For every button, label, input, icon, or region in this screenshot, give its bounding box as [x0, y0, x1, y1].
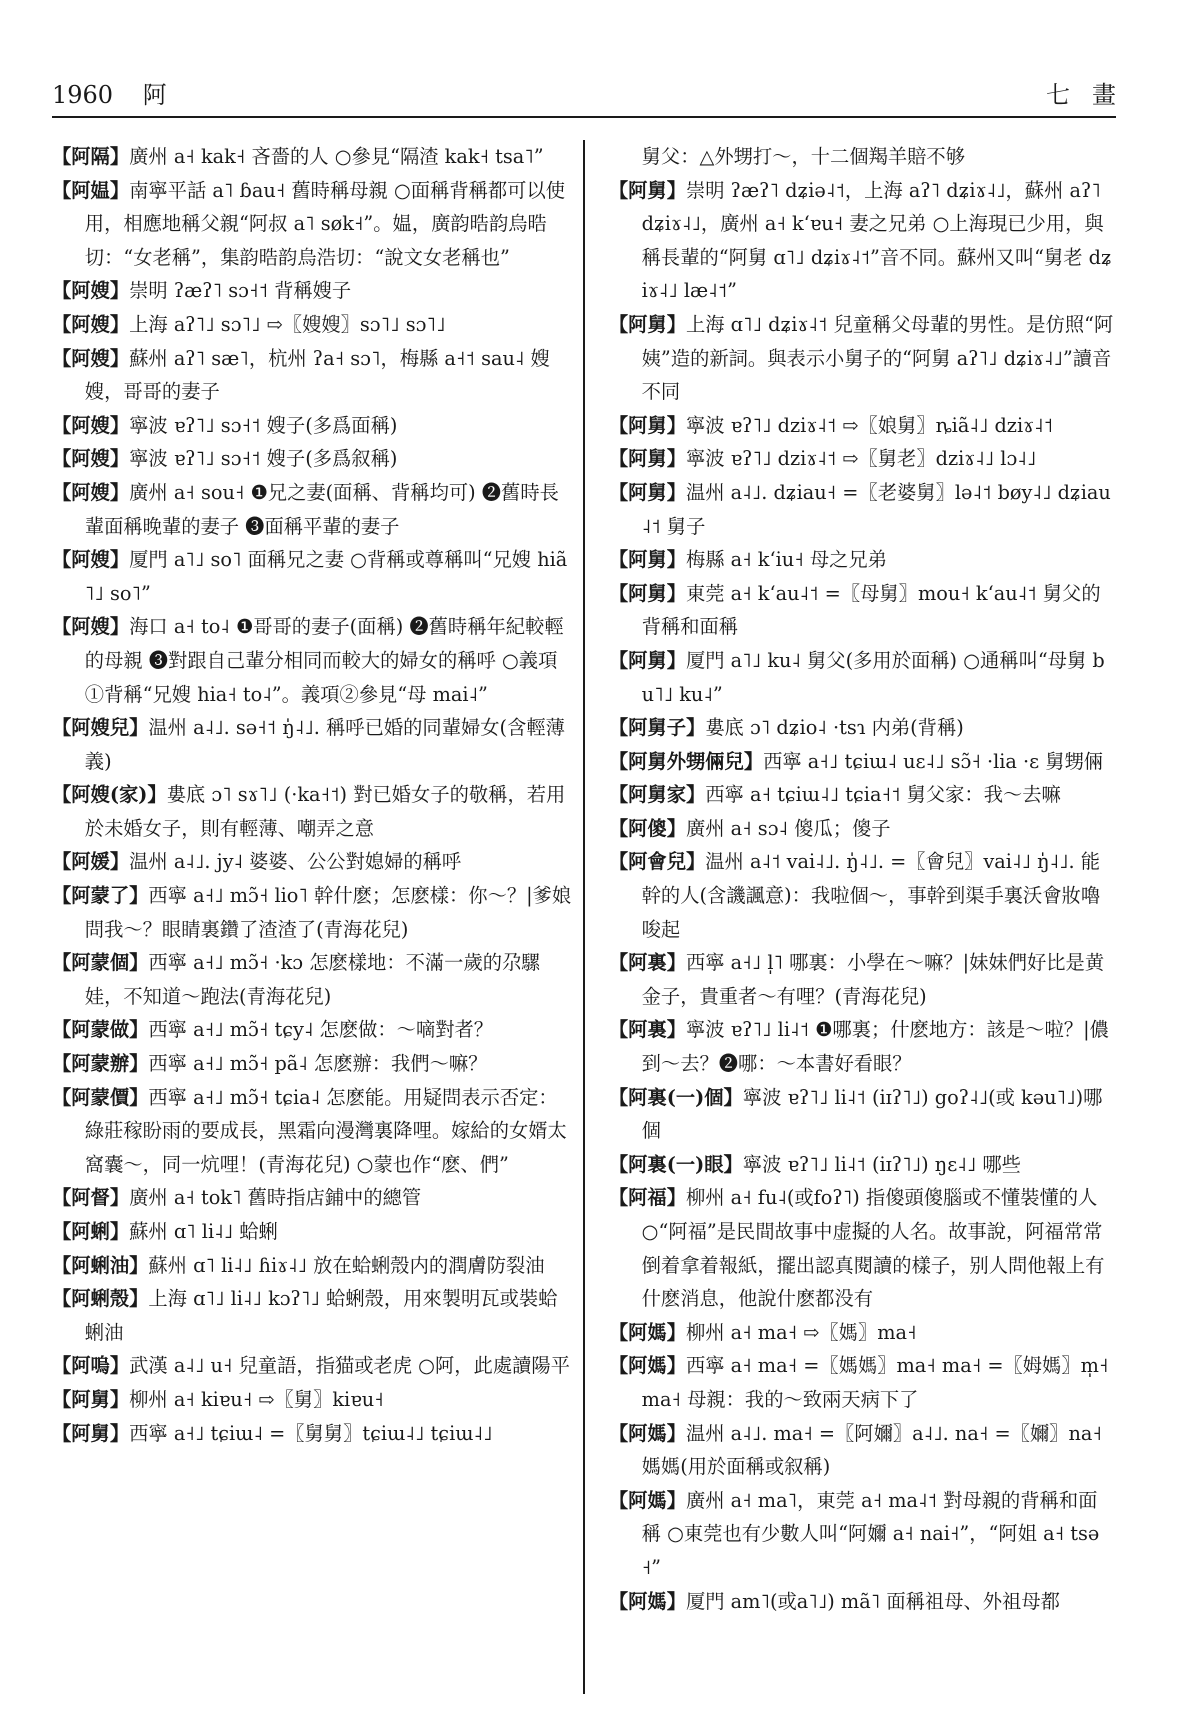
header-left [52, 75, 167, 110]
headword: 【阿嫂】 [52, 413, 130, 437]
dictionary-entry: 【阿嫂】寧波 ɐʔ˥˩ sɔ˧˦ 嫂子(多爲叙稱) [52, 447, 398, 471]
headword: 【阿督】 [52, 1186, 130, 1210]
dictionary-entry: 【阿蜊殼】上海 ɑ˥˩ li˨˩ kɔʔ˥˩ 蛤蜊殼，用來製明瓦或裝蛤蜊油 [52, 1287, 558, 1344]
headword: 【阿舅】 [52, 1421, 130, 1445]
headword: 【阿嫂】 [52, 346, 130, 370]
dictionary-entry: 【阿舅子】婁底 ɔ˥ dʑio˨ ·tsɿ 内弟(背稱) [608, 716, 964, 740]
dictionary-entry: 【阿蒙做】西寧 a˧˩ mɔ̃˧ tɕy˨ 怎麽做：～嘀對者？ [52, 1018, 494, 1042]
column-divider [583, 140, 585, 1694]
headword: 【阿蒙辦】 [52, 1052, 149, 1076]
dictionary-entry: 【阿嫂(家)】婁底 ɔ˥ sɤ˥˩ (·ka˧˦) 對已婚女子的敬稱，若用於未婚女子，則有輕薄、嘲弄之意 [52, 783, 566, 840]
dictionary-entry: 【阿嫂】寧波 ɐʔ˥˩ sɔ˧˦ 嫂子(多爲面稱) [52, 413, 398, 437]
headword: 【阿媛】 [52, 850, 130, 874]
headword: 【阿蒙價】 [52, 1085, 149, 1109]
headword: 【阿蜊油】 [52, 1253, 149, 1277]
dictionary-entry: 【阿會兒】温州 a˨˦ vai˨˩. ŋ̍˨˩. =〖會兒〗vai˨˩ ŋ̍˨˩. 能幹的人(含譏諷意)：我啦個～，事幹到渠手裏沃會妝嚕唆起 [608, 850, 1101, 941]
section-label: 七畫 [1046, 81, 1138, 109]
dictionary-entry: 【阿媽】温州 a˨˩. ma˧ =〖阿嬭〗a˨˩. na˧ =〖嬭〗na˧ 媽媽(用於面稱或叙稱) [608, 1421, 1102, 1479]
dictionary-entry: 【阿媪】南寧平話 a˥ ɓau˧ 舊時稱母親 ○面稱背稱都可以使用，相應地稱父親“阿叔 a˥ søk˧”。媪，廣韵晧韵烏晧切：“女老稱”，集韵晧韵烏浩切：“說文女老稱也” [52, 178, 566, 269]
headword: 【阿嫂】 [52, 312, 130, 336]
headword: 【阿蜊】 [52, 1220, 130, 1243]
headword: 【阿嫂】 [52, 480, 130, 504]
dictionary-entry: 【阿舅】寧波 ɐʔ˥˩ dziɤ˨˦ ⇨〖舅老〗dziɤ˨˩ lɔ˨˩ [608, 447, 1037, 471]
headword: 【阿舅】 [608, 178, 686, 202]
dictionary-entry: 【阿福】柳州 a˧ fu˨(或foʔ˥) 指傻頭傻腦或不懂裝懂的人 ○“阿福”是民間故事中虚擬的人名。故事說，阿福常常倒着拿着報紙，擺出認真閱讀的樣子，别人問他報上有什麽消息，他說什麽都没有 [608, 1186, 1105, 1311]
dictionary-entry: 【阿嫂】上海 aʔ˥˩ sɔ˥˩ ⇨〖嫂嫂〗sɔ˥˩ sɔ˥˩ [52, 312, 446, 336]
dictionary-entry: 【阿嫂】崇明 ʔæʔ˥ sɔ˧˦ 背稱嫂子 [52, 279, 352, 303]
left-column [52, 140, 581, 1694]
headword: 【阿裏(一)眼】 [608, 1152, 743, 1176]
headword: 【阿裏】 [608, 1018, 686, 1042]
headword: 【阿裏(一)個】 [608, 1085, 743, 1109]
headword: 【阿舅】 [608, 447, 686, 471]
dictionary-entry: 【阿裏】寧波 ɐʔ˥˩ li˨˦ ❶哪裏；什麽地方：該是～啦？|儂到～去？❷哪：～本書好看眼？ [608, 1018, 1109, 1076]
dictionary-entry: 【阿媛】温州 a˨˩. jy˨ 婆婆、公公對媳婦的稱呼 [52, 850, 462, 874]
headword: 【阿舅子】 [608, 716, 706, 740]
headword: 【阿媪】 [52, 178, 130, 202]
headword: 【阿舅】 [52, 1387, 130, 1411]
page-number: 1960 [52, 81, 114, 109]
dictionary-entry: 【阿蜊油】蘇州 ɑ˥ li˨˩ ɦiɤ˨˩ 放在蛤蜊殼内的潤膚防裂油 [52, 1253, 545, 1277]
dictionary-entry: 【阿舅】東莞 a˧ kʻau˨˦ =〖母舅〗mou˧ kʻau˨˦ 舅父的背稱和面稱 [608, 581, 1101, 639]
dictionary-entry: 【阿嫂】海口 a˧ to˨ ❶哥哥的妻子(面稱) ❷舊時稱年紀較輕的母親 ❸對跟自己輩分相同而較大的婦女的稱呼 ○義項①背稱“兄嫂 hia˧ to˨”。義項②參見“母 mai˨” [52, 615, 564, 706]
dictionary-entry: 【阿舅外甥倆兒】西寧 a˧˩ tɕiɯ˨ uɛ˨˩ sɔ̃˧ ·lia ·ɛ 舅甥倆 [608, 749, 1104, 773]
dictionary-entry: 【阿蜊】蘇州 ɑ˥ li˨˩ 蛤蜊 [52, 1220, 278, 1243]
dictionary-entry: 【阿嗚】武漢 a˨˩ u˧ 兒童語，指猫或老虎 ○阿，此處讀陽平 [52, 1354, 570, 1378]
dictionary-entry: 【阿舅】西寧 a˧˩ tɕiɯ˨ =〖舅舅〗tɕiɯ˨˩ tɕiɯ˨˩ [52, 1421, 493, 1445]
headword: 【阿蒙個】 [52, 951, 149, 975]
dictionary-entry: 【阿媽】厦門 am˥(或a˥˩) mã˥ 面稱祖母、外祖母都 [608, 1589, 1060, 1613]
headword: 【阿蒙做】 [52, 1018, 149, 1042]
dictionary-entry: 【阿媽】廣州 a˧ ma˥，東莞 a˧ ma˨˦ 對母親的背稱和面稱 ○東莞也有少數人叫“阿嬭 a˧ nai˧”，“阿姐 a˧ tsə˧” [608, 1488, 1100, 1579]
dictionary-entry: 舅父：△外甥打～，十二個羯羊賠不够 [641, 145, 965, 168]
dictionary-entry: 【阿舅】厦門 a˥˩ ku˨ 舅父(多用於面稱) ○通稱叫“母舅 bu˥˩ ku˨” [608, 648, 1105, 706]
headword: 【阿媽】 [608, 1589, 686, 1613]
headword: 【阿媽】 [608, 1421, 686, 1445]
headword: 【阿舅外甥倆兒】 [608, 749, 764, 773]
dictionary-entry: 【阿舅家】西寧 a˧ tɕiɯ˨˩ tɕia˧˦ 舅父家：我～去嘛 [608, 783, 1061, 807]
headword: 【阿會兒】 [608, 850, 706, 874]
headword: 【阿舅】 [608, 648, 686, 672]
dictionary-entry: 【阿舅】上海 ɑ˥˩ dʑiɤ˨˦ 兒童稱父母輩的男性。是仿照“阿姨”造的新詞。與表示小舅子的“阿舅 aʔ˥˩ dʑiɤ˨˩”讀音不同 [608, 312, 1114, 404]
headword: 【阿隔】 [52, 145, 130, 168]
dictionary-entry: 【阿嫂兒】温州 a˨˩. sə˧˦ ŋ̍˨˩. 稱呼已婚的同輩婦女(含輕薄義) [52, 716, 565, 773]
headword: 【阿媽】 [608, 1488, 686, 1512]
dictionary-entry: 【阿舅】梅縣 a˧ kʻiu˧ 母之兄弟 [608, 548, 887, 572]
dictionary-entry: 【阿督】廣州 a˧ tok˥ 舊時指店鋪中的總管 [52, 1186, 422, 1210]
headword: 【阿嫂】 [52, 615, 130, 639]
headword: 【阿蒙了】 [52, 884, 149, 908]
dictionary-entry: 【阿蒙個】西寧 a˧˩ mɔ̃˧ ·kɔ 怎麽樣地：不滿一歲的尕騾娃，不知道～跑法(青海花兒) [52, 951, 541, 1008]
dictionary-entry: 【阿裏】西寧 a˧˩ l̩˥ 哪裏：小學在～嘛？|妹妹們好比是黄金子，貴重者～有哩？(青海花兒) [608, 951, 1105, 1008]
dictionary-entry: 【阿舅】柳州 a˧ kiɐu˧ ⇨〖舅〗kiɐu˧ [52, 1387, 384, 1411]
headword: 【阿嫂】 [52, 447, 130, 471]
headword: 【阿福】 [608, 1186, 686, 1210]
dictionary-entry: 【阿蒙價】西寧 a˧˩ mɔ̃˧ tɕia˨ 怎麽能。用疑問表示否定：綠莊稼盼雨的要成長，黑霜向漫灣裏降哩。嫁給的女婿太窩囊～，同一炕哩！(青海花兒) ○蒙也作“麽、們” [52, 1085, 567, 1176]
page-header [52, 78, 1138, 118]
dictionary-entry: 【阿媽】柳州 a˧ ma˧ ⇨〖媽〗ma˧ [608, 1320, 917, 1344]
headword: 【阿媽】 [608, 1320, 686, 1344]
dictionary-entry: 【阿嫂】厦門 a˥˩ so˥ 面稱兄之妻 ○背稱或尊稱叫“兄嫂 hiã˥˩ so˥” [52, 548, 568, 605]
dictionary-entry: 【阿嫂】蘇州 aʔ˥ sæ˥，杭州 ʔa˧ sɔ˥，梅縣 a˧˦ sau˨ 嫂嫂，哥哥的妻子 [52, 346, 550, 404]
dictionary-entry: 【阿傻】廣州 a˧ sɔ˨ 傻瓜；傻子 [608, 816, 891, 840]
right-column [587, 140, 1116, 1694]
headword: 【阿舅】 [608, 548, 686, 572]
headword: 【阿舅】 [608, 312, 686, 336]
dictionary-entry: 【阿隔】廣州 a˧ kak˧ 吝嗇的人 ○參見“隔渣 kak˧ tsa˥” [52, 145, 544, 168]
dictionary-entry: 【阿蒙了】西寧 a˧˩ mɔ̃˧ lio˥ 幹什麽；怎麽樣：你～？|爹娘問我～？眼睛裏鑽了渣渣了(青海花兒) [52, 884, 572, 941]
dictionary-entry: 【阿裏(一)個】寧波 ɐʔ˥˩ li˨˦ (iɪʔ˥˩) goʔ˨˩(或 kəu˥˩)哪個 [608, 1085, 1103, 1143]
headword: 【阿舅】 [608, 413, 686, 437]
headword: 【阿傻】 [608, 816, 686, 840]
dictionary-entry: 【阿裏(一)眼】寧波 ɐʔ˥˩ li˨˦ (iɪʔ˥˩) ŋɛ˨˩ 哪些 [608, 1152, 1021, 1176]
headword: 【阿嫂】 [52, 279, 130, 303]
headword: 【阿蜊殼】 [52, 1287, 149, 1311]
headword: 【阿嫂兒】 [52, 716, 149, 740]
head-character: 阿 [142, 81, 167, 109]
dictionary-entry: 【阿蒙辦】西寧 a˧˩ mɔ̃˧ pã˨ 怎麽辦：我們～嘛？ [52, 1052, 488, 1076]
headword: 【阿嗚】 [52, 1354, 130, 1378]
headword: 【阿裏】 [608, 951, 686, 975]
text-columns [52, 140, 1116, 1694]
headword: 【阿嫂(家)】 [52, 783, 167, 807]
dictionary-entry: 【阿舅】温州 a˨˩. dʑiau˧ =〖老婆舅〗lə˨˦ bøy˨˩ dʑiau˨˦ 舅子 [608, 480, 1111, 538]
headword: 【阿舅】 [608, 480, 686, 504]
dictionary-entry: 【阿嫂】廣州 a˧ sou˧ ❶兄之妻(面稱、背稱均可) ❷舊時長輩面稱晚輩的妻子 ❸面稱平輩的妻子 [52, 480, 559, 538]
headword: 【阿舅家】 [608, 783, 706, 807]
dictionary-entry: 【阿舅】崇明 ʔæʔ˥ dʑiə˨˦，上海 aʔ˥ dʑiɤ˨˩，蘇州 aʔ˥ dʑiɤ˨˩，廣州 a˧ kʻɐu˧ 妻之兄弟 ○上海現已少用，與稱長輩的“阿舅 ɑ˥˩ dʑiɤ˨˦”音不同。蘇州又叫“舅老 dʑiɤ˨˩ læ˨˦” [608, 178, 1112, 303]
dictionary-entry: 【阿媽】西寧 a˧ ma˧ =〖媽媽〗ma˧ ma˧ =〖姆媽〗m̩˧ ma˧ 母親：我的～致兩天病下了 [608, 1354, 1109, 1411]
headword: 【阿嫂】 [52, 548, 130, 572]
headword: 【阿舅】 [608, 581, 686, 605]
headword: 【阿媽】 [608, 1354, 686, 1378]
dictionary-entry: 【阿舅】寧波 ɐʔ˥˩ dziɤ˨˦ ⇨〖娘舅〗ȵiã˨˩ dziɤ˨˦ [608, 413, 1054, 437]
